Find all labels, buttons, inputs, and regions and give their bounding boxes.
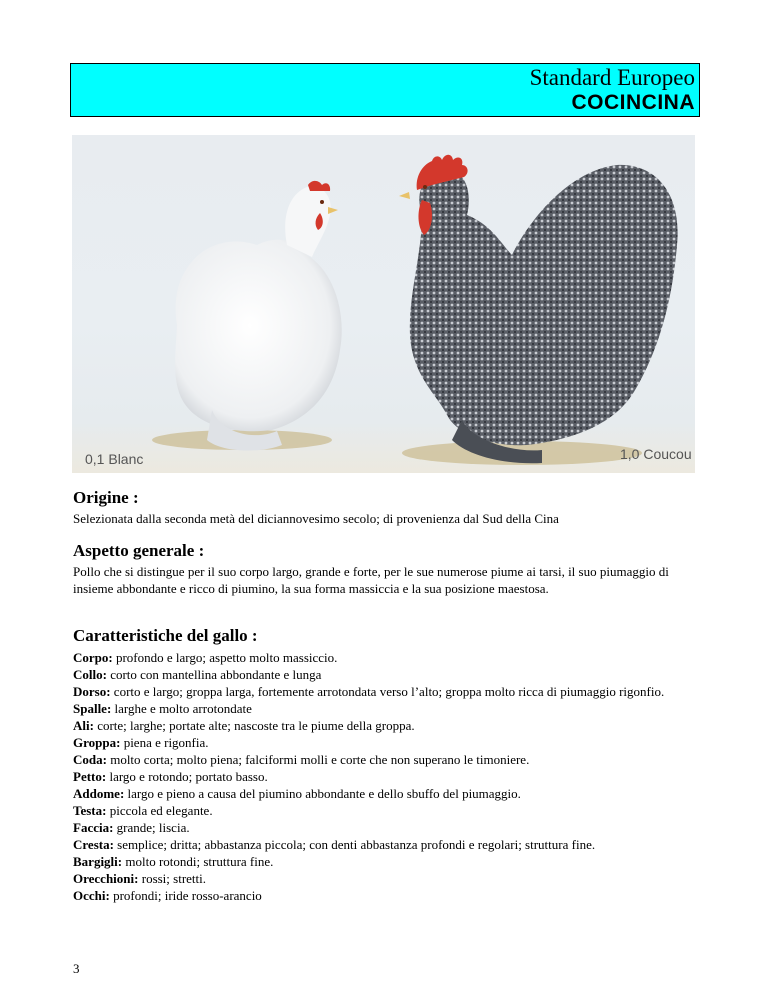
trait-label: Faccia: — [73, 820, 114, 835]
trait-row — [73, 853, 703, 870]
trait-text: piena e rigonfia. — [120, 735, 209, 750]
trait-label: Coda: — [73, 752, 107, 767]
trait-row — [73, 751, 703, 768]
trait-label: Groppa: — [73, 735, 121, 750]
white-hen — [175, 181, 342, 451]
section-title: Aspetto generale : — [73, 541, 205, 560]
page-number: 3 — [73, 961, 80, 976]
trait-row — [73, 768, 703, 785]
trait-text: larghe e molto arrotondate — [111, 701, 252, 716]
trait-label: Cresta: — [73, 837, 114, 852]
trait-row — [73, 666, 703, 683]
trait-text: largo e rotondo; portato basso. — [106, 769, 268, 784]
trait-label: Addome: — [73, 786, 125, 801]
section-title: Caratteristiche del gallo : — [73, 626, 258, 645]
trait-row — [73, 836, 703, 853]
breed-photo — [72, 135, 695, 473]
header-box — [70, 63, 700, 117]
trait-row — [73, 870, 703, 887]
trait-text: molto rotondi; struttura fine. — [122, 854, 274, 869]
trait-label: Dorso: — [73, 684, 111, 699]
section-text: Pollo che si distingue per il suo corpo largo, grande e forte, per le sue numerose piume ai tarsi, il suo piumaggio di insieme abbondante e ricco di piumino, la sua forma massiccia e la sua posizione maestosa. — [73, 564, 669, 596]
trait-label: Spalle: — [73, 701, 112, 716]
section-gallo — [73, 626, 703, 904]
breed-name: COCINCINA — [571, 91, 695, 114]
trait-label: Occhi: — [73, 888, 110, 903]
section-title: Origine : — [73, 488, 139, 507]
trait-label: Testa: — [73, 803, 107, 818]
chickens-illustration — [72, 135, 695, 473]
section-origine — [73, 488, 703, 527]
trait-text: corto e largo; groppa larga, fortemente arrotondata verso l’alto; groppa molto ricca di piumaggio rigonfio. — [110, 684, 665, 699]
trait-text: semplice; dritta; abbastanza piccola; con denti abbastanza profondi e regolari; struttura fine. — [113, 837, 596, 852]
trait-row — [73, 819, 703, 836]
trait-row — [73, 649, 703, 666]
trait-row — [73, 785, 703, 802]
trait-text: profondo e largo; aspetto molto massiccio. — [112, 650, 338, 665]
section-text: Selezionata dalla seconda metà del diciannovesimo secolo; di provenienza dal Sud della Cina — [73, 511, 559, 526]
trait-label: Collo: — [73, 667, 107, 682]
caption-left: 0,1 Blanc — [85, 451, 144, 467]
trait-row — [73, 717, 703, 734]
trait-row — [73, 700, 703, 717]
traits-list — [73, 649, 703, 904]
trait-label: Corpo: — [73, 650, 113, 665]
trait-text: profondi; iride rosso-arancio — [109, 888, 262, 903]
trait-text: largo e pieno a causa del piumino abbondante e dello sbuffo del piumaggio. — [124, 786, 521, 801]
trait-label: Ali: — [73, 718, 94, 733]
trait-label: Bargigli: — [73, 854, 123, 869]
trait-text: piccola ed elegante. — [106, 803, 213, 818]
caption-right: 1,0 Coucou — [620, 446, 692, 462]
trait-text: rossi; stretti. — [138, 871, 207, 886]
page-title: Standard Europeo — [529, 65, 695, 90]
trait-text: grande; liscia. — [113, 820, 190, 835]
trait-label: Orecchioni: — [73, 871, 139, 886]
trait-text: corte; larghe; portate alte; nascoste tra le piume della groppa. — [93, 718, 415, 733]
trait-row — [73, 734, 703, 751]
trait-text: corto con mantellina abbondante e lunga — [106, 667, 322, 682]
trait-text: molto corta; molto piena; falciformi molli e corte che non superano le timoniere. — [106, 752, 530, 767]
trait-label: Petto: — [73, 769, 107, 784]
trait-row — [73, 887, 703, 904]
trait-row — [73, 802, 703, 819]
trait-row — [73, 683, 703, 700]
section-aspetto — [73, 541, 703, 597]
cuckoo-rooster — [399, 155, 678, 464]
